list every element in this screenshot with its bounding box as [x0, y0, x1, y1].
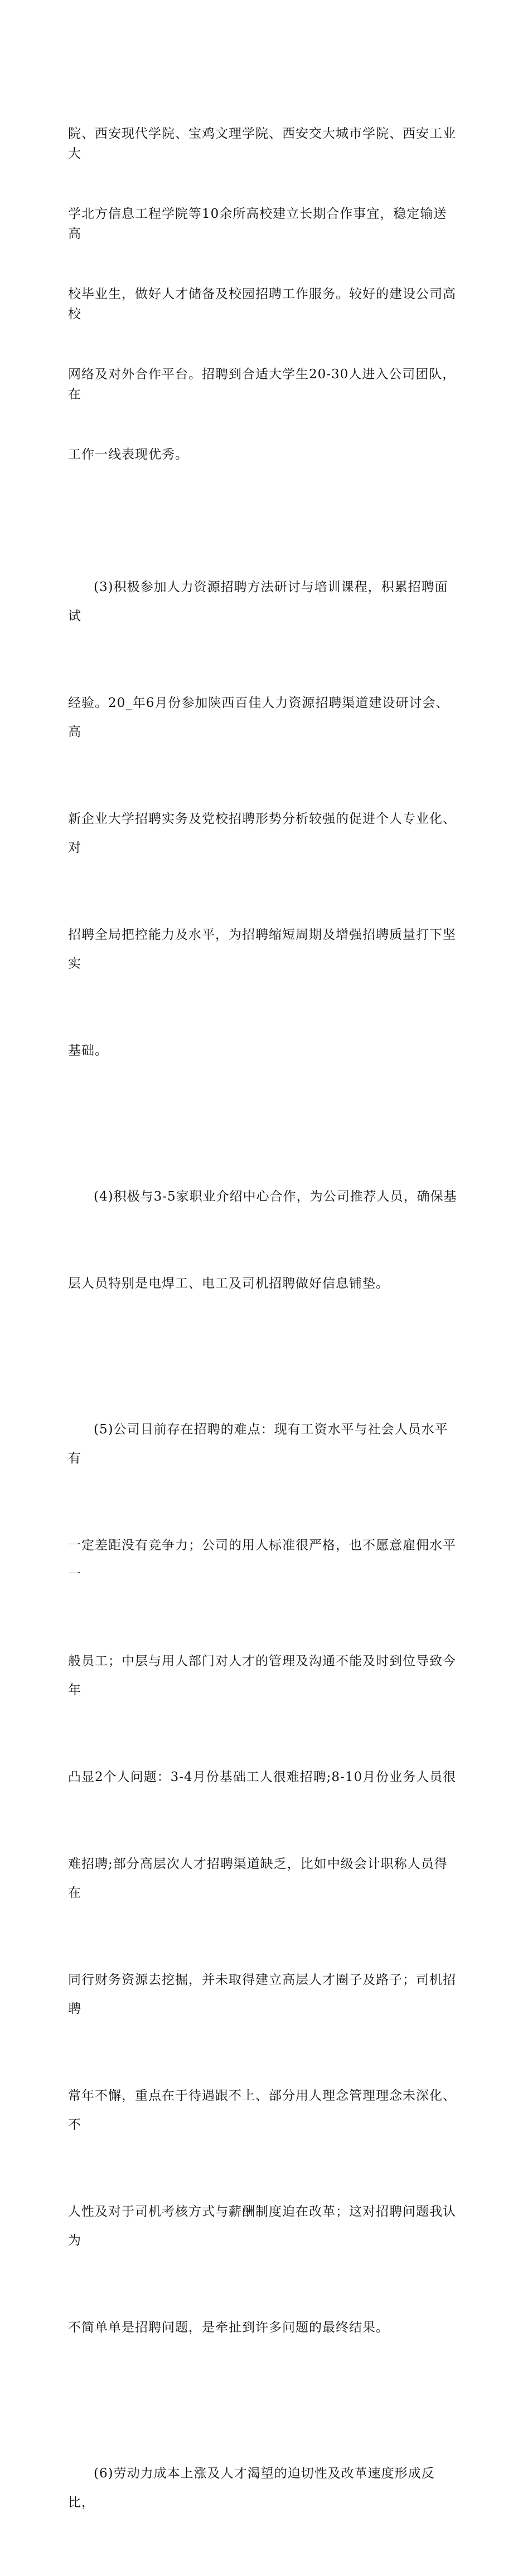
text-line: 人性及对于司机考核方式与薪酬制度迫在改革；这对招聘问题我认为 — [68, 2204, 456, 2248]
paragraph-item-4 — [68, 1124, 458, 1356]
text-line: 网络及对外合作平台。招聘到合适大学生20-30人进入公司团队，在 — [68, 367, 456, 402]
text-line: 一定差距没有竞争力；公司的用人标准很严格，也不愿意雇佣水平一 — [68, 1538, 456, 1582]
text-line: 凸显2个人问题：3-4月份基础工人很难招聘;8-10月份业务人员很 — [68, 1770, 457, 1784]
text-line: (5)公司目前存在招聘的难点：现有工资水平与社会人员水平有 — [68, 1422, 448, 1466]
text-line: 常年不懈，重点在于待遇跟不上、部分用人理念管理理念未深化、不 — [68, 2089, 456, 2132]
text-line: 基础。 — [68, 1043, 108, 1058]
text-line: (3)积极参加人力资源招聘方法研讨与培训课程，积累招聘面试 — [68, 580, 448, 623]
text-line: 经验。20_年6月份参加陕西百佳人力资源招聘渠道建设研讨会、高 — [68, 696, 449, 739]
paragraph-item-5 — [68, 1357, 458, 2400]
paragraph-continuation — [68, 84, 458, 505]
text-line: 不简单单是招聘问题，是牵扯到许多问题的最终结果。 — [68, 2320, 389, 2335]
document-body — [68, 84, 458, 2576]
text-line: 校毕业生，做好人才储备及校园招聘工作服务。较好的建设公司高校 — [68, 287, 456, 321]
text-line: 学北方信息工程学院等10余所高校建立长期合作事宜，稳定输送高 — [68, 207, 447, 241]
text-line: 层人员特别是电焊工、电工及司机招聘做好信息铺垫。 — [68, 1276, 389, 1291]
text-line: 招聘全局把控能力及水平，为招聘缩短周期及增强招聘质量打下坚实 — [68, 928, 456, 971]
text-line: 难招聘;部分高层次人才招聘渠道缺乏，比如中级会计职称人员得在 — [68, 1857, 448, 1900]
text-line: 般员工；中层与用人部门对人才的管理及沟通不能及时到位导致今年 — [68, 1654, 456, 1697]
paragraph-item-3 — [68, 515, 458, 1123]
text-line: (4)积极与3-5家职业介绍中心合作，为公司推荐人员，确保基 — [94, 1189, 457, 1204]
text-line: 工作一线表现优秀。 — [68, 447, 188, 462]
text-line: (6)劳动力成本上涨及人才渴望的迫切性及改革速度形成反比， — [68, 2466, 435, 2510]
text-line: 同行财务资源去挖掘，并未取得建立高层人才圈子及路子；司机招聘 — [68, 1973, 456, 2016]
paragraph-item-6 — [68, 2401, 458, 2575]
text-line: 院、西安现代学院、宝鸡文理学院、西安交大城市学院、西安工业大 — [68, 126, 456, 161]
text-line: 新企业大学招聘实务及党校招聘形势分析较强的促进个人专业化、对 — [68, 812, 456, 855]
